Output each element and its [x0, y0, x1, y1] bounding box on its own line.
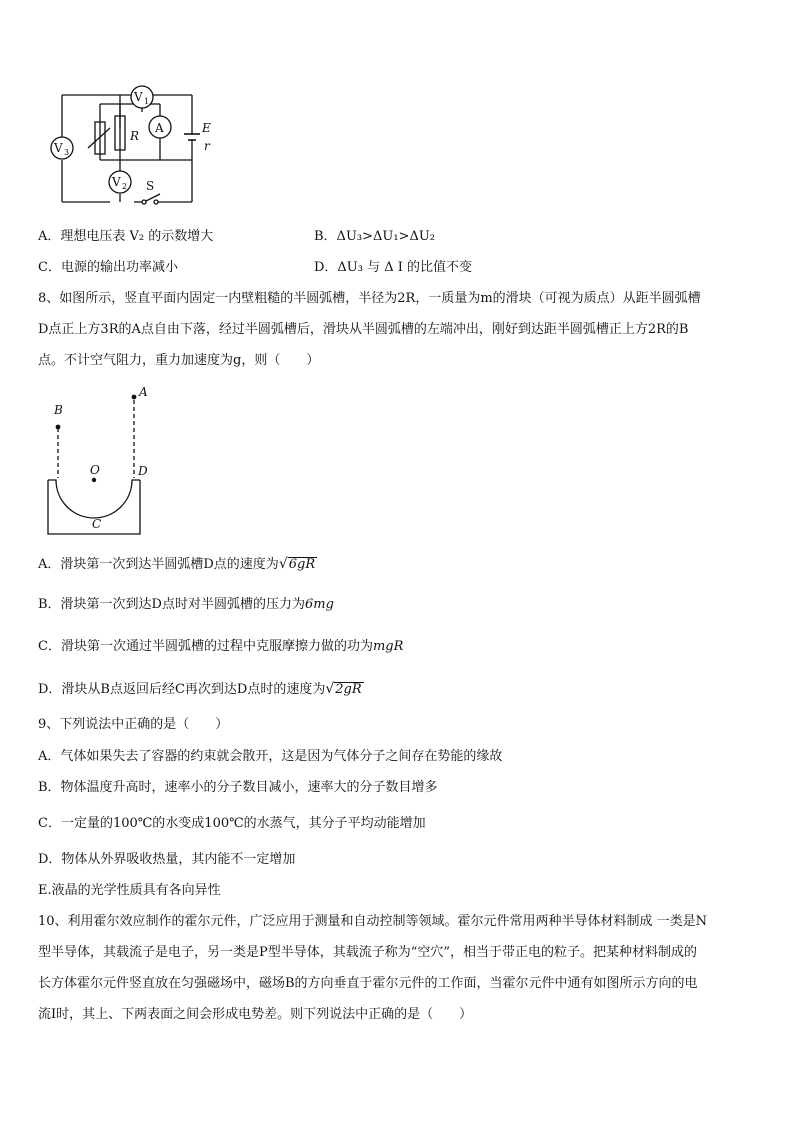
q8-option-a: A．滑块第一次到达半圆弧槽D点的速度为√6gR	[38, 556, 316, 572]
v3-label: V	[54, 141, 63, 155]
q7-option-d: D．ΔU₃ 与 Δ I 的比值不变	[314, 260, 473, 275]
q8-option-c	[38, 640, 403, 655]
v3-sub: 3	[64, 148, 70, 157]
q7-option-a: A．理想电压表 V₂ 的示数增大	[38, 229, 214, 244]
q8-option-d-text: D．滑块从B点返回后经C再次到达D点时的速度为	[38, 682, 326, 697]
q8-option-b	[38, 598, 334, 613]
point-c-label: C	[92, 517, 102, 531]
v1-label: V	[134, 90, 143, 104]
q9-option-b: B．物体温度升高时，速率小的分子数目减小，速率大的分子数目增多	[38, 780, 438, 795]
ammeter-label: A	[155, 121, 164, 135]
point-b-label: B	[54, 403, 63, 417]
q9-option-d: D．物体从外界吸收热量，其内能不一定增加	[38, 852, 296, 867]
q7-option-c: C．电源的输出功率减小	[38, 260, 178, 275]
q7-option-b: B．ΔU₃>ΔU₁>ΔU₂	[314, 229, 436, 244]
q8-option-a-expr: 6gR	[288, 557, 316, 572]
internal-resistance-label: r	[204, 139, 210, 153]
q9-option-c: C．一定量的100℃的水变成100℃的水蒸气，其分子平均动能增加	[38, 816, 426, 831]
q10-stem-line3: 长方体霍尔元件竖直放在匀强磁场中，磁场B的方向垂直于霍尔元件的工作面，当霍尔元件中通有如图所示方向的电	[38, 976, 698, 991]
q8-option-b-expr: 6mg	[304, 597, 334, 612]
q9-option-e: E.液晶的光学性质具有各向异性	[38, 883, 221, 898]
q8-option-c-text: C．滑块第一次通过半圆弧槽的过程中克服摩擦力做的功为	[38, 639, 373, 654]
q10-stem-line1: 10、利用霍尔效应制作的霍尔元件，广泛应用于测量和自动控制等领域。霍尔元件常用两种半导体材料制成 一类是N	[38, 914, 708, 929]
q8-option-d-expr: 2gR	[335, 682, 362, 697]
half-pipe-diagram	[36, 382, 166, 540]
q8-stem-line3: 点。不计空气阻力，重力加速度为g，则（ ）	[38, 353, 320, 368]
switch-label: S	[146, 179, 155, 193]
q10-stem-line2: 型半导体，其载流子是电子，另一类是P型半导体，其载流子称为“空穴”，相当于带正电的粒子。把某种材料制成的	[38, 945, 698, 960]
emf-label: E	[202, 121, 211, 135]
q8-option-a-text: A．滑块第一次到达半圆弧槽D点的速度为	[38, 557, 279, 572]
v2-label: V	[112, 175, 121, 189]
v1-sub: 1	[144, 97, 150, 106]
q8-option-d: D．滑块从B点返回后经C再次到达D点时的速度为√2gR	[38, 681, 362, 697]
q9-stem: 9、下列说法中正确的是（ ）	[38, 717, 229, 732]
point-a-label: A	[139, 385, 148, 399]
point-o-label: O	[90, 463, 100, 477]
q8-option-c-expr: mgR	[372, 639, 404, 654]
point-d-label: D	[138, 464, 148, 478]
v2-sub: 2	[122, 182, 128, 191]
q10-stem-line4: 流I时，其上、下两表面之间会形成电势差。则下列说法中正确的是（ ）	[38, 1007, 473, 1022]
q8-option-b-text: B．滑块第一次到达D点时对半圆弧槽的压力为	[38, 597, 305, 612]
circuit-diagram	[48, 82, 228, 212]
q8-stem-line1: 8、如图所示，竖直平面内固定一内壁粗糙的半圆弧槽，半径为2R，一质量为m的滑块（可视为质点）从距半圆弧槽	[38, 291, 701, 306]
resistor-label: R	[130, 129, 140, 143]
q9-option-a: A．气体如果失去了容器的约束就会散开，这是因为气体分子之间存在势能的缘故	[38, 749, 503, 764]
q8-stem-line2: D点正上方3R的A点自由下落，经过半圆弧槽后，滑块从半圆弧槽的左端冲出，刚好到达距半圆弧槽正上方2R的B	[38, 322, 689, 337]
